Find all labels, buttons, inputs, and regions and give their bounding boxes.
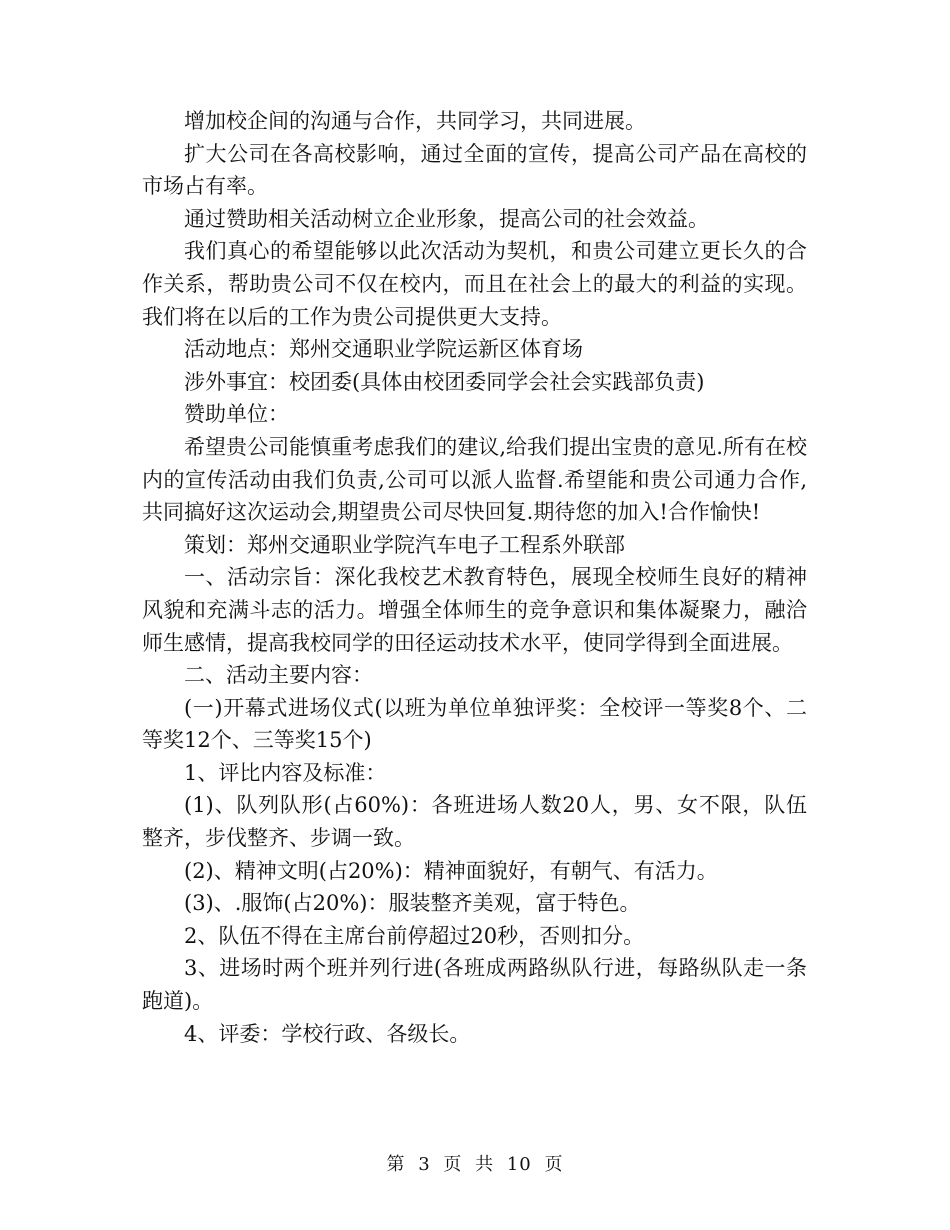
paragraph-request: 希望贵公司能慎重考虑我们的建议,给我们提出宝贵的意见.所有在校内的宣传活动由我们负责,公司可以派人监督.希望能和贵公司通力合作,共同搞好这次运动会,期望贵公司尽快回复.期待您的加入!合作愉快!	[142, 434, 807, 525]
paragraph-purpose: 一、活动宗旨：深化我校艺术教育特色，展现全校师生良好的精神风貌和充满斗志的活力。增强全体师生的竞争意识和集体凝聚力，融洽师生感情，提高我校同学的田径运动技术水平，使同学得到全面进展。	[142, 565, 807, 655]
paragraph-rule-march: 3、进场时两个班并列行进(各班成两路纵队行进，每路纵队走一条跑道)。	[142, 956, 807, 1014]
paragraph-criteria-attire: (3)、.服饰(占20%)：服装整齐美观，富于特色。	[184, 891, 641, 916]
paragraph-cooperation: 增加校企间的沟通与合作，共同学习，共同进展。	[184, 109, 646, 133]
paragraph-image: 通过赞助相关活动树立企业形象，提高公司的社会效益。	[184, 206, 709, 231]
paragraph-hope: 我们真心的希望能够以此次活动为契机，和贵公司建立更长久的合作关系，帮助贵公司不仅在校内，而且在社会上的最大的利益的实现。我们将在以后的工作为贵公司提供更大支持。	[142, 239, 807, 329]
paragraph-main-content-heading: 二、活动主要内容：	[184, 663, 373, 688]
paragraph-criteria-spirit: (2)、精神文明(占20%)：精神面貌好，有朝气、有活力。	[184, 858, 718, 883]
paragraph-influence: 扩大公司在各高校影响，通过全面的宣传，提高公司产品在高校的市场占有率。	[142, 141, 807, 199]
paragraph-judges: 4、评委：学校行政、各级长。	[184, 1021, 471, 1046]
paragraph-rule-stop: 2、队伍不得在主席台前停超过20秒，否则扣分。	[184, 923, 645, 948]
paragraph-planner: 策划：郑州交通职业学院汽车电子工程系外联部	[184, 532, 625, 557]
paragraph-sponsor: 赞助单位：	[184, 402, 289, 427]
paragraph-criteria-heading: 1、评比内容及标准：	[184, 760, 387, 785]
document-body	[142, 105, 807, 1050]
paragraph-criteria-formation: (1)、队列队形(占60%)：各班进场人数20人，男、女不限，队伍整齐，步伐整齐、步调一致。	[142, 793, 807, 851]
paragraph-location: 活动地点：郑州交通职业学院运新区体育场	[184, 337, 583, 362]
page-number-footer: 第 3 页 共 10 页	[386, 1154, 564, 1175]
paragraph-opening-ceremony: (一)开幕式进场仪式(以班为单位单独评奖：全校评一等奖8个、二等奖12个、三等奖15个)	[142, 695, 807, 753]
paragraph-external-affairs: 涉外事宜：校团委(具体由校团委同学会社会实践部负责)	[184, 369, 705, 394]
